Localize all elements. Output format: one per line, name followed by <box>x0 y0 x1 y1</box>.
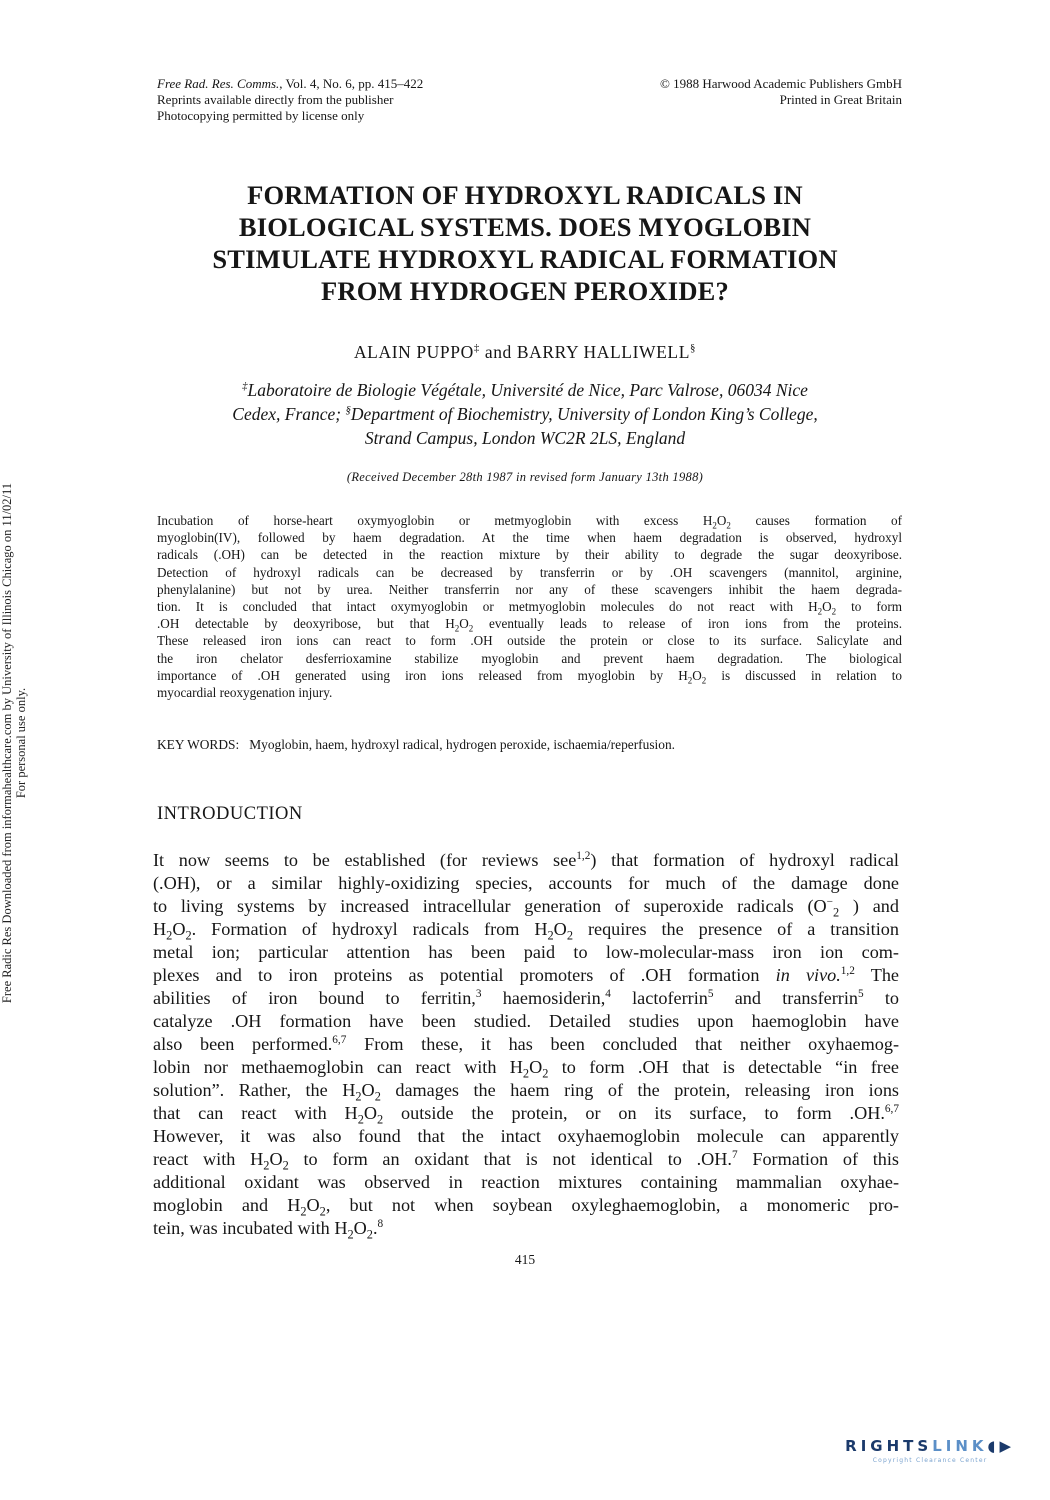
rightslink-wordmark: RIGHTSLINK◖▶ <box>845 1437 1015 1455</box>
keywords-text: Myoglobin, haem, hydroxyl radical, hydrogen peroxide, ischaemia/reperfusion. <box>249 737 675 752</box>
body-line: tein, was incubated with $H_2O_2.^8$ <box>153 1217 384 1242</box>
body-line: abilities of iron bound to ferritin,$^3$ haemosiderin,$^4$ lactoferrin$^5$ and transferrin$^5$ to <box>153 987 899 1008</box>
body-line: $H_2O_2$. Formation of hydroxyl radicals from $H_2O_2$ requires the presence of a transition <box>153 919 899 943</box>
body-line: plexes and to iron proteins as potential promoters of .OH formation in vivo.$^{1,2}$ The <box>153 964 899 985</box>
rightslink-logo[interactable] <box>845 1437 1015 1464</box>
author-conjunction: and <box>479 342 517 362</box>
abstract-line: These released iron ions can react to form .OH outside the protein or close to its surface. Salicylate and <box>157 633 902 649</box>
affil-line: Strand Campus, London WC2R 2LS, England <box>364 428 686 448</box>
watermark-line: Free Radic Res Downloaded from informahealthcare.com by University of Illinois Chicago on 11/02/11 <box>0 482 14 1004</box>
abstract-line: .OH detectable by deoxyribose, but that $H_2O_2$ eventually leads to release of iron ions from the proteins. <box>157 616 902 634</box>
author-name: BARRY HALLIWELL <box>516 342 691 362</box>
affil-line: Laboratoire de Biologie Végétale, Université de Nice, Parc Valrose, 06034 Nice <box>247 380 808 400</box>
body-line: metal ion; particular attention has been paid to low-molecular-mass iron ion com- <box>153 942 899 962</box>
body-line: react with $H_2O_2$ to form an oxidant that is not identical to .OH.$^7$ Formation of this <box>153 1148 899 1173</box>
introduction-body <box>153 849 899 1240</box>
author-mark: § <box>690 342 697 355</box>
author-mark: ‡ <box>473 342 480 355</box>
abstract-line: myoglobin(IV), followed by haem degradation. At the time when haem degradation is observed, hydroxyl <box>157 530 902 546</box>
title-line: FROM HYDROGEN PEROXIDE? <box>321 276 729 306</box>
keywords-label: KEY WORDS: <box>157 737 240 752</box>
abstract-line: myocardial reoxygenation injury. <box>157 684 333 700</box>
title-line: FORMATION OF HYDROXYL RADICALS IN <box>247 180 803 210</box>
abstract-line: importance of .OH generated using iron ions released from myoglobin by $H_2O_2$ is discussed in relation to <box>157 667 903 686</box>
printed-line: Printed in Great Britain <box>779 92 902 107</box>
reprints-note: Reprints available directly from the publisher <box>157 92 394 107</box>
body-line: solution”. Rather, the $H_2O_2$ damages the haem ring of the protein, releasing iron ions <box>153 1080 899 1104</box>
abstract-line: Detection of hydroxyl radicals can be decreased by transferrin or by .OH scavengers (mannitol, arginine, <box>157 564 902 580</box>
affil-line: Cedex, France; <box>232 404 346 424</box>
keywords <box>157 737 675 753</box>
abstract <box>157 512 902 701</box>
abstract-line: phenylalanine) but not by urea. Neither transferrin nor any of these scavengers inhibit the haem degrada- <box>157 581 902 597</box>
rightslink-arrow-icon: ◖▶ <box>987 1437 1015 1455</box>
affil-line: Department of Biochemistry, University of London King’s College, <box>350 404 818 424</box>
received-date: (Received December 28th 1987 in revised form January 13th 1988) <box>346 470 704 484</box>
body-line: that can react with $H_2O_2$ outside the protein, or on its surface, to form .OH.$^{6,7}$ <box>153 1102 899 1127</box>
abstract-line: tion. It is concluded that intact oxymyoglobin or metmyoglobin molecules do not react with $H_2O_2$ to form <box>157 598 902 617</box>
abstract-line: the iron chelator desferrioxamine stabilize myoglobin and prevent haem degradation. The biological <box>157 650 902 666</box>
affiliations <box>100 378 950 450</box>
body-line: (.OH), or a similar highly-oxidizing species, accounts for much of the damage done <box>153 873 899 893</box>
page-number: 415 <box>514 1252 536 1267</box>
title-line: STIMULATE HYDROXYL RADICAL FORMATION <box>212 244 838 274</box>
running-header-left <box>157 76 423 124</box>
journal-name: Free Rad. Res. Comms. <box>157 76 280 91</box>
author-name: ALAIN PUPPO <box>353 342 474 362</box>
watermark-line: For personal use only. <box>14 687 28 799</box>
body-line: moglobin and $H_2O_2$, but not when soybean oxyleghaemoglobin, a monomeric pro- <box>153 1195 899 1219</box>
copyright-line: © 1988 Harwood Academic Publishers GmbH <box>659 76 902 91</box>
body-line: It now seems to be established (for reviews see$^{1,2}$) that formation of hydroxyl radical <box>153 849 899 870</box>
rightslink-tagline: Copyright Clearance Center <box>872 1457 988 1464</box>
body-line: additional oxidant was observed in reaction mixtures containing mammalian oxyhae- <box>153 1172 899 1192</box>
author-list <box>100 342 950 363</box>
affil-mark: § <box>345 404 351 417</box>
body-line: catalyze .OH formation have been studied. Detailed studies upon haemoglobin have <box>153 1011 899 1031</box>
body-line: lobin nor methaemoglobin can react with $H_2O_2$ to form .OH that is detectable “in free <box>153 1057 899 1081</box>
affil-mark: ‡ <box>242 380 248 393</box>
abstract-line: radicals (.OH) can be detected in the reaction mixture by their ability to degrade the sugar deoxyribose. <box>157 547 902 563</box>
body-line: However, it was also found that the intact oxyhaemoglobin molecule can apparently <box>153 1126 899 1146</box>
photocopying-note: Photocopying permitted by license only <box>157 108 365 123</box>
body-line: also been performed.$^{6,7}$ From these, it has been concluded that neither oxyhaemog- <box>153 1033 899 1054</box>
download-watermark <box>0 393 28 1093</box>
paper-title <box>100 179 950 307</box>
title-line: BIOLOGICAL SYSTEMS. DOES MYOGLOBIN <box>238 212 812 242</box>
section-heading: INTRODUCTION <box>157 804 303 824</box>
running-header-right <box>660 76 902 108</box>
journal-citation: , Vol. 4, No. 6, pp. 415–422 <box>279 76 424 91</box>
body-line: to living systems by increased intracellular generation of superoxide radicals ($O^-_2$ ) and <box>153 895 899 920</box>
abstract-line: Incubation of horse-heart oxymyoglobin or metmyoglobin with excess $H_2O_2$ causes formation of <box>157 513 902 531</box>
